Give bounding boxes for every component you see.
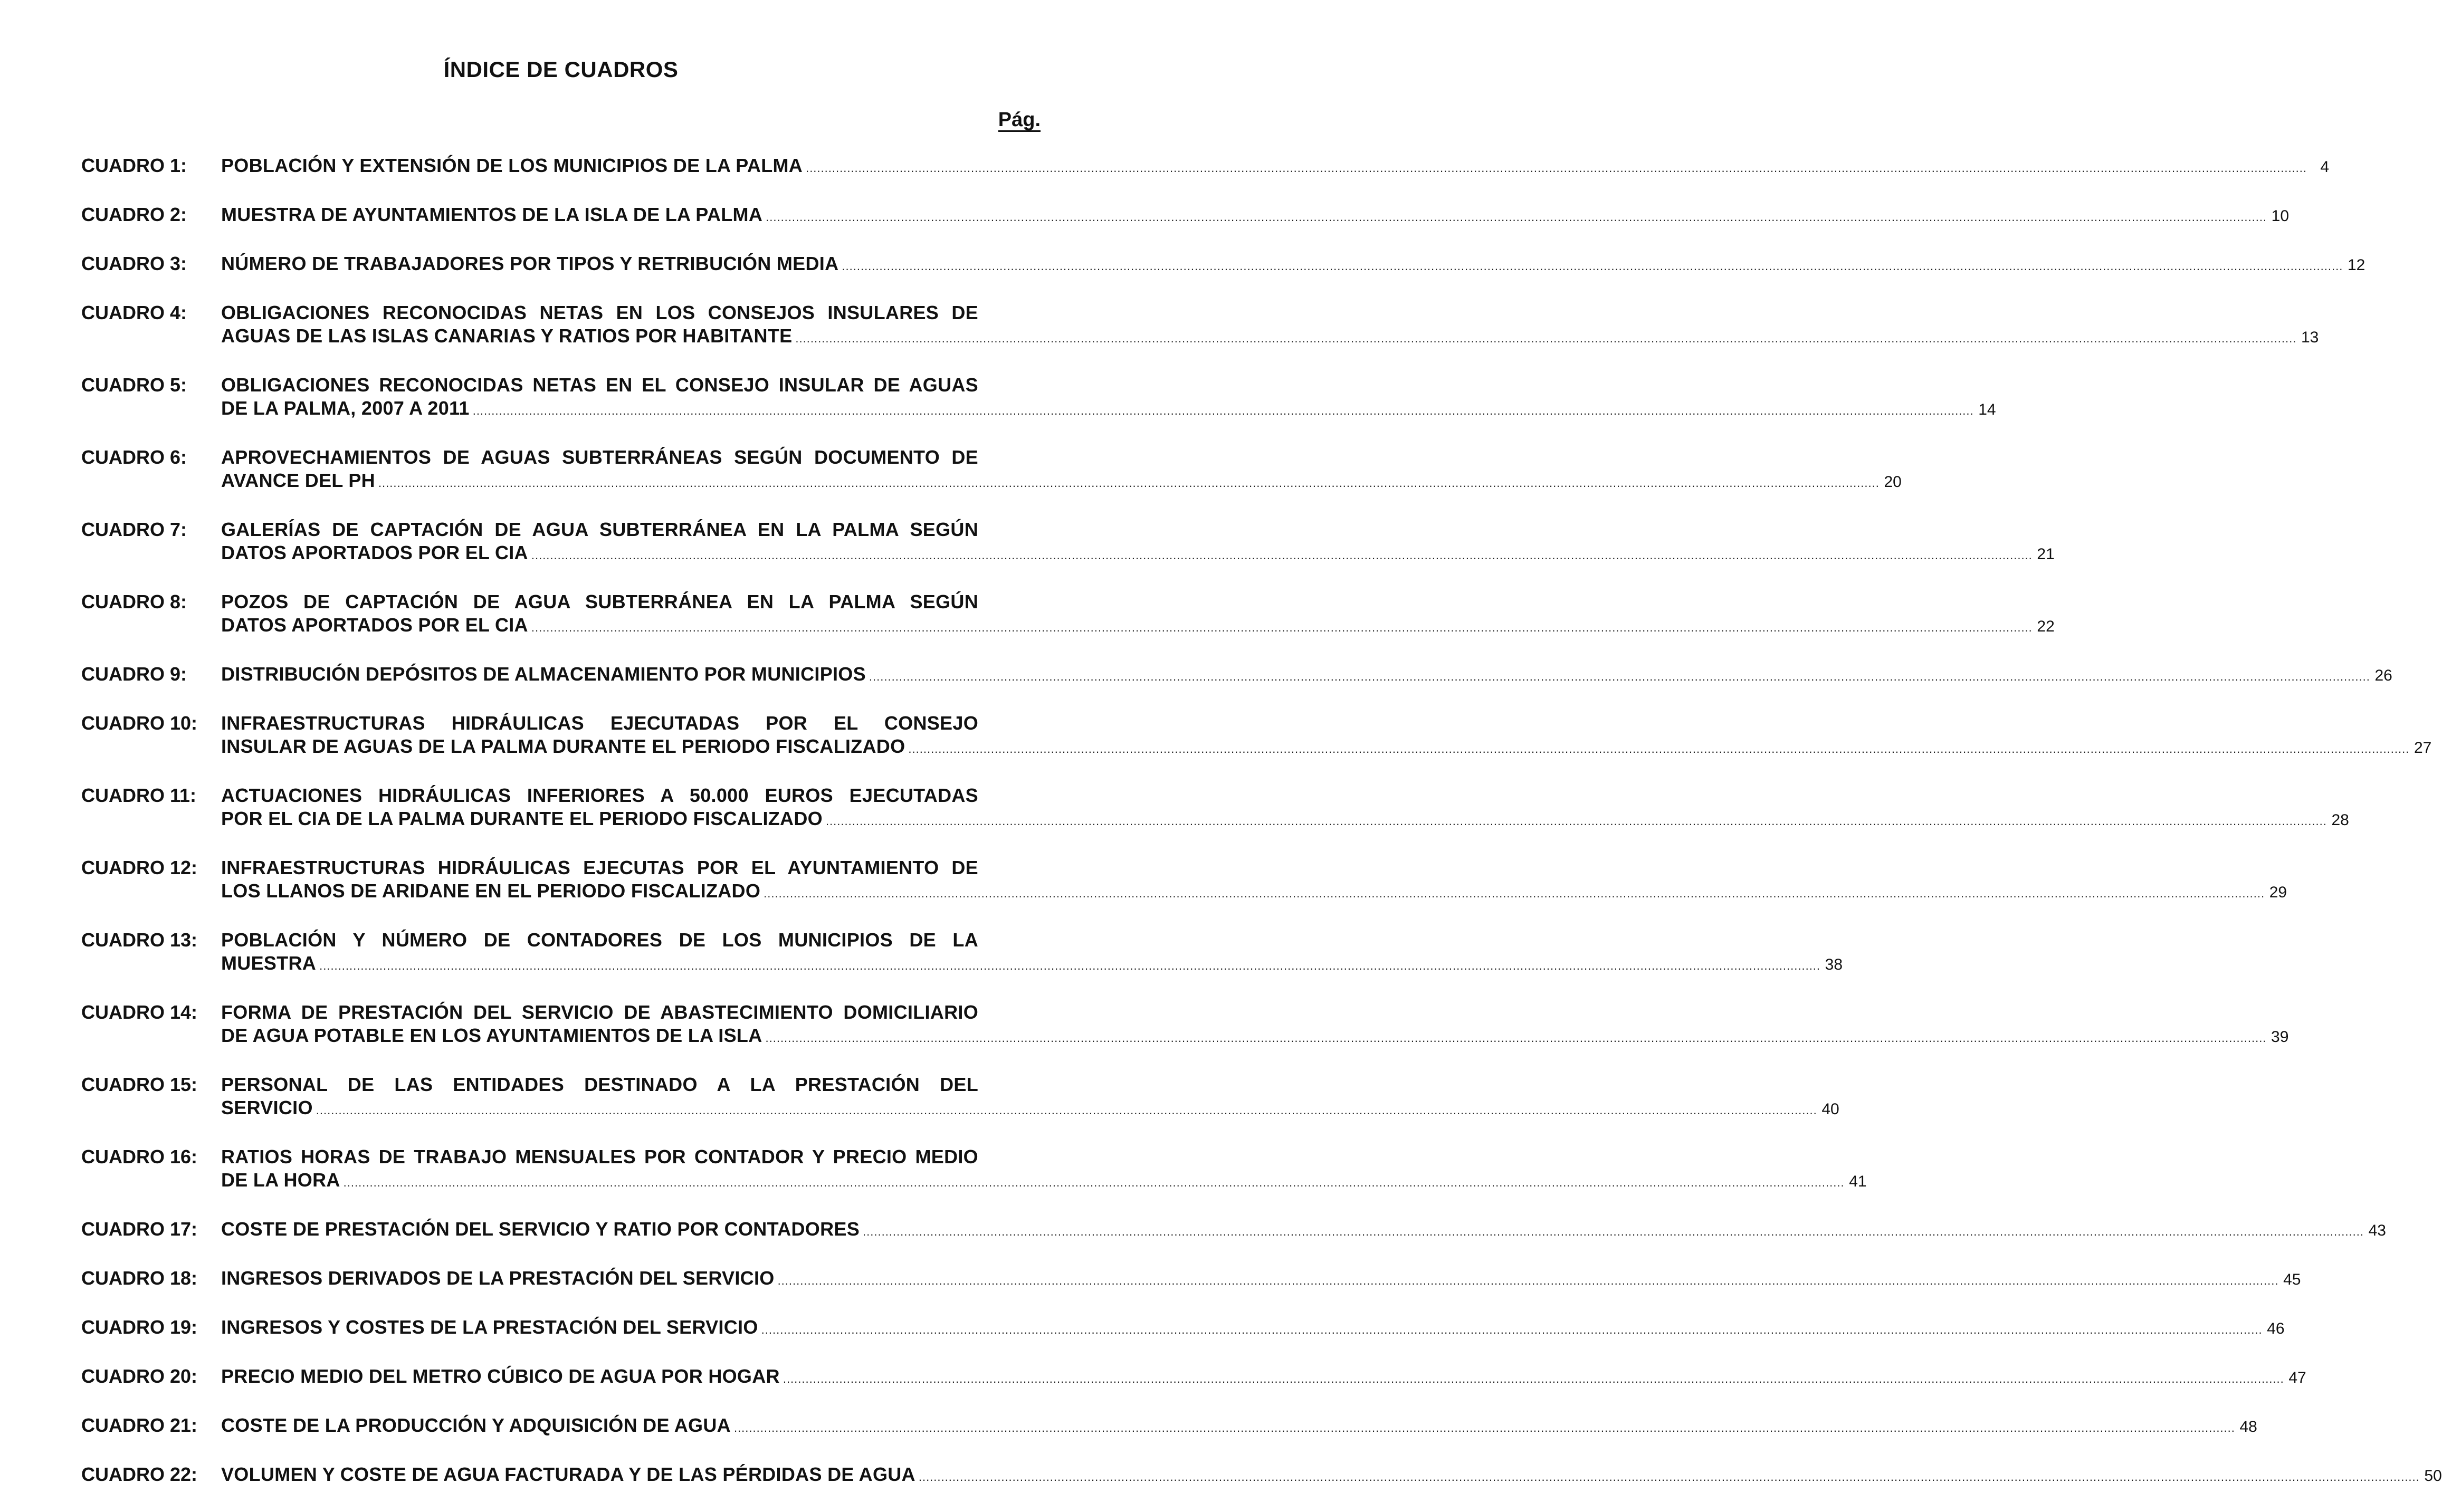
toc-entry-title-text: MUESTRA DE AYUNTAMIENTOS DE LA ISLA DE LA PALMA (221, 204, 763, 225)
dot-leader: ................................................................................................................................................................................................................................................................................................................................................................................................................ (378, 476, 1880, 490)
toc-entry-page-number: 50 (2424, 1467, 2442, 1485)
toc-entry-label: CUADRO 13: (81, 929, 198, 951)
toc-entry[interactable] (81, 203, 2290, 229)
toc-entry-page-number: 22 (2037, 618, 2055, 635)
toc-entry[interactable] (81, 252, 2365, 278)
toc-entry-page-number: 13 (2301, 329, 2319, 346)
toc-entry-title-last-line (221, 1463, 2442, 1489)
toc-entry-page-number: 47 (2288, 1369, 2306, 1386)
toc-entry[interactable] (81, 1001, 2289, 1050)
toc-entry-title-line: OBLIGACIONES RECONOCIDAS NETAS EN LOS CONSEJOS INSULARES DE (221, 302, 978, 323)
toc-entry-body (221, 203, 2290, 229)
toc-entry-page-number: 41 (1849, 1173, 1867, 1190)
toc-entry-label: CUADRO 21: (81, 1414, 198, 1436)
toc-entry[interactable] (81, 374, 1996, 423)
toc-entry-title-text: COSTE DE PRESTACIÓN DEL SERVICIO Y RATIO POR CONTADORES (221, 1218, 860, 1240)
toc-entry-title-text: INSULAR DE AGUAS DE LA PALMA DURANTE EL PERIODO FISCALIZADO (221, 735, 905, 757)
dot-leader: ................................................................................................................................................................................................................................................................................................................................................................................................................ (319, 959, 1821, 972)
toc-entry-label: CUADRO 16: (81, 1146, 198, 1168)
toc-entry[interactable] (81, 446, 1902, 495)
toc-entry[interactable] (81, 712, 2432, 761)
toc-entry-title-text: DE LA PALMA, 2007 A 2011 (221, 397, 470, 419)
toc-entry[interactable] (81, 929, 1843, 978)
toc-entry-label: CUADRO 7: (81, 519, 187, 540)
toc-entry[interactable] (81, 1316, 2285, 1342)
toc-entry-title-text: MUESTRA (221, 952, 317, 974)
toc-entry-label: CUADRO 3: (81, 253, 187, 274)
toc-entry-label: CUADRO 19: (81, 1316, 198, 1338)
toc-entry-title-last-line (221, 807, 2349, 833)
toc-entry-title-text: VOLUMEN Y COSTE DE AGUA FACTURADA Y DE LAS PÉRDIDAS DE AGUA (221, 1463, 915, 1485)
dot-leader: ................................................................................................................................................................................................................................................................................................................................................................................................................ (863, 1225, 2364, 1238)
toc-entry-title-line: FORMA DE PRESTACIÓN DEL SERVICIO DE ABASTECIMIENTO DOMICILIARIO (221, 1001, 978, 1023)
toc-entry-label: CUADRO 22: (81, 1463, 198, 1485)
toc-entry-label: CUADRO 18: (81, 1267, 198, 1289)
toc-entry-label: CUADRO 6: (81, 446, 187, 468)
toc-entry-title-last-line (221, 735, 2432, 761)
toc-entry[interactable] (81, 1463, 2442, 1489)
toc-entry-page-number: 26 (2374, 667, 2392, 684)
page-title: ÍNDICE DE CUADROS (443, 57, 679, 82)
toc-entry-page-number: 40 (1821, 1100, 1839, 1118)
toc-entry-body (221, 1365, 2306, 1391)
toc-entry-title-text: INGRESOS Y COSTES DE LA PRESTACIÓN DEL SERVICIO (221, 1316, 758, 1338)
toc-entry-label: CUADRO 5: (81, 374, 187, 396)
toc-entry-title-last-line (221, 541, 2055, 567)
toc-entry-body (221, 1073, 1839, 1122)
toc-entry-body (221, 590, 2055, 639)
toc-entry-body (221, 1145, 1867, 1194)
table-of-contents (81, 154, 2442, 1512)
toc-entry-title-line: POZOS DE CAPTACIÓN DE AGUA SUBTERRÁNEA EN LA PALMA SEGÚN (221, 591, 978, 613)
dot-leader: ................................................................................................................................................................................................................................................................................................................................................................................................................ (842, 260, 2343, 273)
dot-leader: ................................................................................................................................................................................................................................................................................................................................................................................................................ (761, 1323, 2263, 1336)
dot-leader: ................................................................................................................................................................................................................................................................................................................................................................................................................ (783, 1372, 2284, 1385)
toc-entry-body (221, 518, 2055, 567)
toc-entry[interactable] (81, 518, 2055, 567)
toc-entry-label: CUADRO 2: (81, 204, 187, 225)
toc-entry-title-last-line (221, 879, 2287, 905)
toc-entry-body (221, 1414, 2257, 1440)
toc-entry-title-text: POBLACIÓN Y EXTENSIÓN DE LOS MUNICIPIOS DE LA PALMA (221, 155, 803, 176)
toc-entry-label: CUADRO 11: (81, 784, 197, 806)
dot-leader: ................................................................................................................................................................................................................................................................................................................................................................................................................ (825, 815, 2327, 828)
toc-entry-title-text: NÚMERO DE TRABAJADORES POR TIPOS Y RETRIBUCIÓN MEDIA (221, 253, 839, 274)
dot-leader: ................................................................................................................................................................................................................................................................................................................................................................................................................ (472, 404, 1974, 417)
dot-leader: ................................................................................................................................................................................................................................................................................................................................................................................................................ (531, 621, 2033, 634)
toc-entry-label: CUADRO 4: (81, 302, 187, 323)
toc-entry-label: CUADRO 9: (81, 663, 187, 685)
toc-entry[interactable] (81, 784, 2349, 833)
page-column-header: Pág. (998, 109, 1041, 131)
toc-entry-title-last-line (221, 1414, 2257, 1440)
toc-entry-title-text: DE LA HORA (221, 1169, 340, 1191)
toc-entry-label: CUADRO 1: (81, 155, 187, 176)
dot-leader: ................................................................................................................................................................................................................................................................................................................................................................................................................ (343, 1176, 1845, 1189)
dot-leader: ................................................................................................................................................................................................................................................................................................................................................................................................................ (869, 670, 2370, 683)
toc-entry-title-last-line (221, 469, 1902, 495)
toc-entry-title-text: AVANCE DEL PH (221, 470, 375, 491)
toc-entry-page-number: 38 (1825, 956, 1843, 973)
toc-entry[interactable] (81, 1145, 1867, 1194)
dot-leader: ................................................................................................................................................................................................................................................................................................................................................................................................................ (765, 1031, 2267, 1045)
toc-entry-body (221, 1267, 2301, 1293)
toc-entry-page-number: 48 (2239, 1418, 2257, 1436)
toc-entry-page-number: 29 (2269, 884, 2287, 901)
dot-leader: ................................................................................................................................................................................................................................................................................................................................................................................................................ (764, 887, 2265, 900)
toc-entry-label: CUADRO 17: (81, 1218, 198, 1240)
toc-entry-page-number: 14 (1978, 401, 1996, 418)
toc-entry-label: CUADRO 20: (81, 1365, 198, 1387)
toc-entry-page-number: 39 (2271, 1028, 2289, 1046)
toc-entry-page-number: 46 (2267, 1320, 2285, 1337)
toc-entry[interactable] (81, 663, 2392, 688)
toc-entry-page-number: 21 (2037, 546, 2055, 563)
toc-entry-body (221, 374, 1996, 423)
toc-entry-title-last-line (221, 154, 2329, 180)
toc-entry-title-text: DATOS APORTADOS POR EL CIA (221, 542, 528, 563)
toc-entry-title-line: OBLIGACIONES RECONOCIDAS NETAS EN EL CONSEJO INSULAR DE AGUAS (221, 374, 978, 396)
toc-entry-title-last-line (221, 1218, 2386, 1243)
toc-entry-title-text: SERVICIO (221, 1097, 313, 1118)
toc-entry-label: CUADRO 14: (81, 1001, 198, 1023)
toc-entry-title-last-line (221, 1267, 2301, 1293)
toc-entry-title-last-line (221, 614, 2055, 639)
toc-entry-title-last-line (221, 1024, 2289, 1050)
toc-entry-page-number: 12 (2347, 256, 2365, 274)
toc-entry-page-number: 4 (2320, 158, 2329, 176)
toc-entry-title-last-line (221, 252, 2365, 278)
toc-entry-title-text: INGRESOS DERIVADOS DE LA PRESTACIÓN DEL SERVICIO (221, 1267, 775, 1289)
toc-entry-label: CUADRO 12: (81, 857, 198, 878)
toc-entry-body (221, 1463, 2442, 1489)
toc-entry[interactable] (81, 856, 2287, 905)
toc-entry-body (221, 663, 2392, 688)
toc-entry-title-line: GALERÍAS DE CAPTACIÓN DE AGUA SUBTERRÁNEA EN LA PALMA SEGÚN (221, 519, 978, 540)
toc-entry-title-text: DE AGUA POTABLE EN LOS AYUNTAMIENTOS DE LA ISLA (221, 1025, 762, 1046)
toc-entry-label: CUADRO 15: (81, 1074, 198, 1095)
toc-entry-title-line: APROVECHAMIENTOS DE AGUAS SUBTERRÁNEAS SEGÚN DOCUMENTO DE (221, 446, 978, 468)
toc-entry-title-last-line (221, 663, 2392, 688)
dot-leader: ................................................................................................................................................................................................................................................................................................................................................................................................................ (806, 161, 2307, 175)
toc-entry[interactable] (81, 1267, 2301, 1293)
toc-entry-body (221, 1218, 2386, 1243)
toc-entry-title-last-line (221, 1365, 2306, 1391)
toc-entry-page-number: 27 (2414, 739, 2432, 757)
toc-entry[interactable] (81, 301, 2319, 350)
toc-entry-page-number: 20 (1884, 473, 1902, 491)
toc-entry-body (221, 712, 2432, 761)
toc-entry-body (221, 446, 1902, 495)
dot-leader: ................................................................................................................................................................................................................................................................................................................................................................................................................ (777, 1274, 2279, 1287)
toc-entry[interactable] (81, 1218, 2386, 1243)
toc-entry-page-number: 10 (2271, 207, 2290, 225)
toc-entry[interactable] (81, 1414, 2257, 1440)
toc-entry-body (221, 929, 1843, 978)
dot-leader: ................................................................................................................................................................................................................................................................................................................................................................................................................ (766, 210, 2267, 224)
dot-leader: ................................................................................................................................................................................................................................................................................................................................................................................................................ (733, 1421, 2235, 1434)
toc-entry[interactable] (81, 590, 2055, 639)
toc-entry-label: CUADRO 8: (81, 591, 187, 613)
toc-entry-body (221, 1316, 2285, 1342)
dot-leader: ................................................................................................................................................................................................................................................................................................................................................................................................................ (531, 549, 2033, 562)
toc-entry-body (221, 252, 2365, 278)
toc-entry-title-text: PRECIO MEDIO DEL METRO CÚBICO DE AGUA POR HOGAR (221, 1365, 780, 1387)
toc-entry-title-last-line (221, 952, 1843, 978)
dot-leader: ................................................................................................................................................................................................................................................................................................................................................................................................................ (316, 1104, 1817, 1117)
dot-leader: ................................................................................................................................................................................................................................................................................................................................................................................................................ (908, 742, 2410, 755)
toc-entry-body (221, 154, 2329, 180)
toc-entry-title-text: LOS LLANOS DE ARIDANE EN EL PERIODO FISCALIZADO (221, 880, 761, 902)
dot-leader: ................................................................................................................................................................................................................................................................................................................................................................................................................ (795, 332, 2297, 345)
toc-entry-title-line: RATIOS HORAS DE TRABAJO MENSUALES POR CONTADOR Y PRECIO MEDIO (221, 1146, 978, 1168)
toc-entry-title-last-line (221, 203, 2290, 229)
toc-entry-title-line: POBLACIÓN Y NÚMERO DE CONTADORES DE LOS MUNICIPIOS DE LA (221, 929, 978, 951)
toc-entry-title-text: AGUAS DE LAS ISLAS CANARIAS Y RATIOS POR HABITANTE (221, 325, 793, 347)
toc-entry-title-last-line (221, 1169, 1867, 1194)
toc-entry-body (221, 784, 2349, 833)
toc-entry-title-last-line (221, 324, 2319, 350)
toc-entry-title-line: INFRAESTRUCTURAS HIDRÁULICAS EJECUTAS POR EL AYUNTAMIENTO DE (221, 857, 978, 878)
toc-entry[interactable] (81, 154, 2329, 180)
toc-entry-body (221, 856, 2287, 905)
dot-leader: ................................................................................................................................................................................................................................................................................................................................................................................................................ (918, 1470, 2420, 1484)
toc-entry-title-line: PERSONAL DE LAS ENTIDADES DESTINADO A LA PRESTACIÓN DEL (221, 1074, 978, 1095)
toc-entry-body (221, 301, 2319, 350)
toc-entry[interactable] (81, 1073, 1839, 1122)
toc-entry-page-number: 45 (2283, 1271, 2301, 1288)
toc-entry-title-text: DISTRIBUCIÓN DEPÓSITOS DE ALMACENAMIENTO POR MUNICIPIOS (221, 663, 866, 685)
toc-entry-title-text: POR EL CIA DE LA PALMA DURANTE EL PERIODO FISCALIZADO (221, 808, 823, 829)
toc-entry[interactable] (81, 1365, 2306, 1391)
toc-entry-label: CUADRO 10: (81, 712, 198, 734)
toc-entry-title-line: ACTUACIONES HIDRÁULICAS INFERIORES A 50.000 EUROS EJECUTADAS (221, 784, 978, 806)
toc-entry-page-number: 43 (2368, 1222, 2386, 1239)
toc-entry-title-text: DATOS APORTADOS POR EL CIA (221, 614, 528, 636)
toc-entry-body (221, 1001, 2289, 1050)
toc-entry-title-line: INFRAESTRUCTURAS HIDRÁULICAS EJECUTADAS POR EL CONSEJO (221, 712, 978, 734)
toc-entry-title-last-line (221, 1096, 1839, 1122)
toc-entry-page-number: 28 (2331, 811, 2349, 829)
toc-entry-title-text: COSTE DE LA PRODUCCIÓN Y ADQUISICIÓN DE AGUA (221, 1414, 731, 1436)
toc-entry-title-last-line (221, 397, 1996, 423)
toc-entry-title-last-line (221, 1316, 2285, 1342)
